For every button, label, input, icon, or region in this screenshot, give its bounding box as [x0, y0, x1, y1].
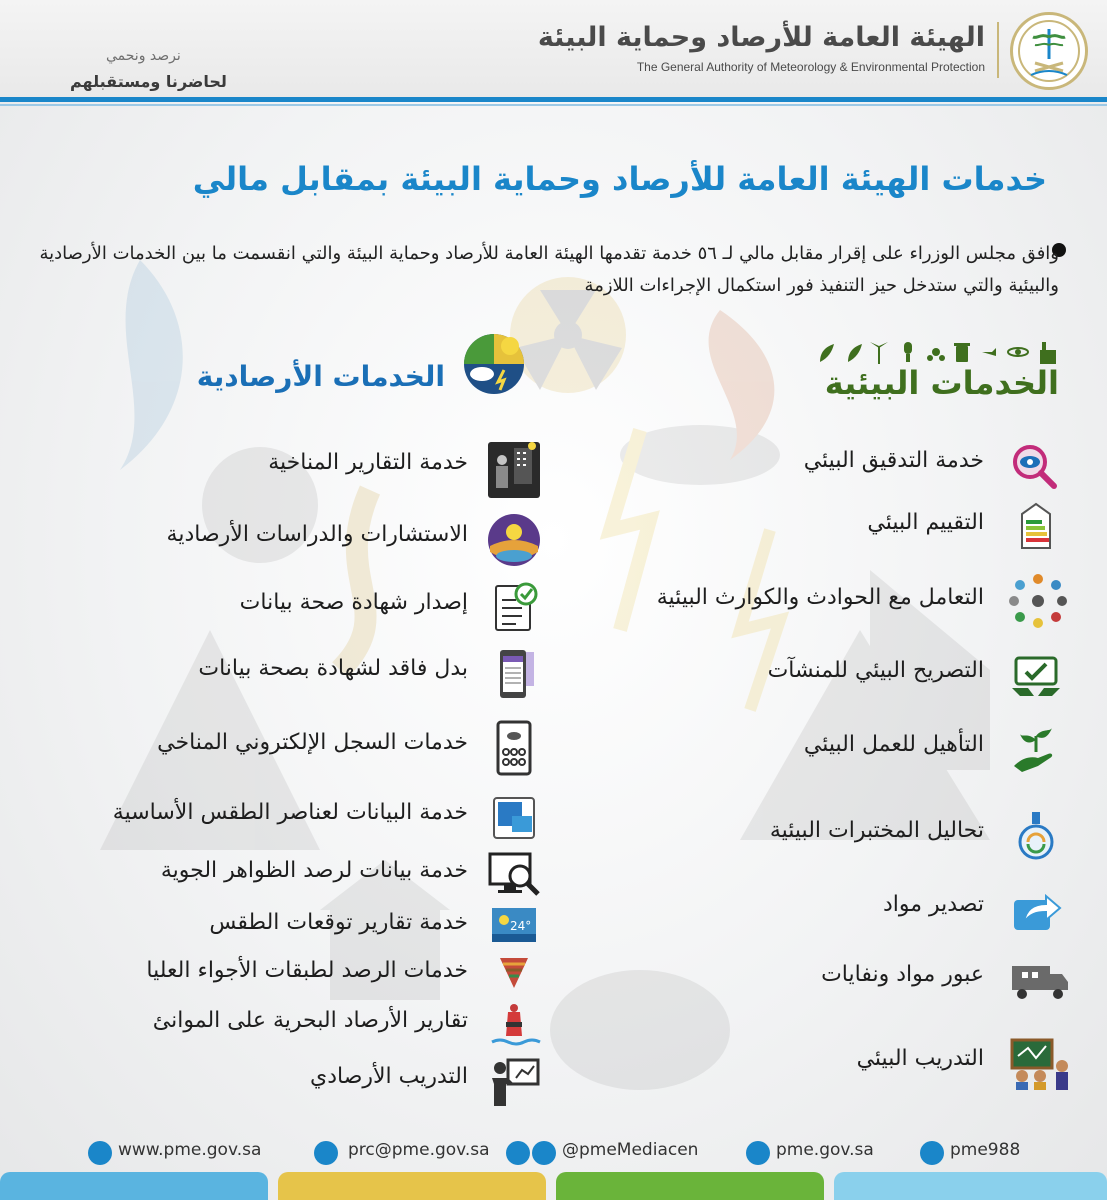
list-item — [590, 500, 1060, 552]
authority-logo — [1010, 12, 1088, 90]
globe-icon — [88, 1141, 112, 1165]
strip-grass — [556, 1172, 824, 1200]
list-item — [20, 948, 550, 1000]
item-label: خدمة بيانات لرصد الظواهر الجوية — [160, 858, 468, 883]
atmosphere-layers-icon — [486, 948, 542, 1004]
item-label: خدمات الرصد لطبقات الأجواء العليا — [146, 958, 468, 983]
buoy-icon — [486, 998, 542, 1054]
slogan-line1: نرصد ونحمي — [106, 48, 181, 64]
list-item — [20, 720, 550, 772]
item-label: بدل فاقد لشهادة بصحة بيانات — [198, 656, 468, 681]
strip-sand — [278, 1172, 546, 1200]
email-icon — [314, 1141, 338, 1165]
item-label: التعامل مع الحوادث والكوارث البيئية — [656, 585, 984, 610]
item-label: إصدار شهادة صحة بيانات — [239, 590, 468, 615]
phone-doc-icon — [486, 646, 542, 702]
environment-icons-row — [812, 338, 1062, 366]
footer-decorative-strip — [0, 1172, 1107, 1200]
training-board-icon — [1008, 1036, 1074, 1092]
svg-text:24°: 24° — [510, 919, 532, 933]
list-item — [20, 512, 550, 564]
truck-icon — [1008, 952, 1072, 1008]
item-label: خدمة البيانات لعناصر الطقس الأساسية — [112, 800, 468, 825]
list-item — [20, 1054, 550, 1106]
list-item — [20, 848, 550, 900]
intro-paragraph: وافق مجلس الوزراء على إقرار مقابل مالي لـ ٥٦ خدمة تقدمها الهيئة العامة للأرصاد وحماية البيئة والتي انقسمت ما بين الخدمات الأرصادية والبيئية والتي ستدخل حيز التنفيذ فور استكمال الإجراءات اللازمة — [39, 243, 1059, 296]
weather-globe-icon — [458, 328, 530, 400]
page-title: خدمات الهيئة العامة للأرصاد وحماية البيئة بمقابل مالي — [192, 160, 1047, 198]
item-label: التقييم البيئي — [867, 510, 984, 535]
email-link[interactable]: prc@pme.gov.sa — [348, 1140, 490, 1160]
social-handle[interactable]: @pmeMediacen — [562, 1140, 699, 1160]
lab-flask-icon — [1008, 808, 1064, 864]
sky-globe-icon — [486, 512, 542, 568]
item-label: التصريح البيئي للمنشآت — [767, 658, 984, 683]
item-label: الاستشارات والدراسات الأرصادية — [166, 522, 468, 547]
list-item — [590, 882, 1060, 934]
item-label: تقارير الأرصاد البحرية على الموانئ — [152, 1008, 468, 1033]
environmental-services-heading: الخدمات البيئية — [824, 364, 1059, 402]
list-item — [590, 648, 1060, 700]
list-item — [590, 722, 1060, 774]
website-link[interactable]: www.pme.gov.sa — [118, 1140, 262, 1160]
item-label: تحاليل المختبرات البيئية — [769, 818, 984, 843]
list-item — [590, 952, 1060, 1004]
logo-divider — [997, 22, 999, 78]
permit-icon — [1008, 648, 1064, 704]
twitter-icon — [532, 1141, 556, 1165]
list-item — [590, 1036, 1060, 1088]
data-folder-icon — [486, 790, 542, 846]
strip-water — [0, 1172, 268, 1200]
magnifier-eye-icon — [1008, 438, 1064, 494]
list-item — [20, 440, 550, 492]
list-item — [590, 575, 1060, 627]
tablet-weather-icon — [486, 720, 542, 776]
list-item — [20, 646, 550, 698]
monitor-search-icon — [486, 848, 542, 904]
item-label: عبور مواد ونفايات — [821, 962, 984, 987]
footer-contacts — [0, 1136, 1107, 1172]
instagram-icon — [506, 1141, 530, 1165]
plant-hand-icon — [1008, 722, 1064, 778]
facebook-link[interactable]: pme.gov.sa — [776, 1140, 874, 1160]
item-label: خدمة التقارير المناخية — [268, 450, 468, 475]
header-divider-thin — [0, 104, 1107, 106]
trainer-icon — [486, 1054, 542, 1110]
export-icon — [1008, 882, 1064, 938]
list-item — [590, 808, 1060, 860]
list-item — [590, 438, 1060, 490]
list-item — [20, 790, 550, 842]
header-divider — [0, 97, 1107, 102]
snapchat-icon — [920, 1141, 944, 1165]
list-item — [20, 580, 550, 632]
item-label: التدريب البيئي — [856, 1046, 984, 1071]
item-label: التدريب الأرصادي — [309, 1064, 468, 1089]
presenter-icon — [486, 440, 542, 500]
strip-sky — [834, 1172, 1107, 1200]
authority-name-english: The General Authority of Meteorology & Environmental Protection — [636, 60, 985, 74]
item-label: التأهيل للعمل البيئي — [803, 732, 984, 757]
disasters-icon — [1008, 571, 1068, 631]
item-label: خدمات السجل الإلكتروني المناخي — [157, 730, 468, 755]
slogan-line2: لحاضرنا ومستقبلهم — [70, 72, 227, 91]
snapchat-handle[interactable]: pme988 — [950, 1140, 1021, 1160]
list-item — [20, 998, 550, 1050]
energy-rating-icon — [1008, 500, 1064, 556]
list-item — [20, 900, 550, 952]
facebook-icon — [746, 1141, 770, 1165]
item-label: خدمة تقارير توقعات الطقس — [209, 910, 468, 935]
certificate-check-icon — [486, 580, 542, 636]
meteorological-services-heading: الخدمات الأرصادية — [196, 360, 445, 393]
item-label: خدمة التدقيق البيئي — [803, 448, 984, 473]
authority-name-arabic: الهيئة العامة للأرصاد وحماية البيئة — [537, 22, 985, 53]
item-label: تصدير مواد — [882, 892, 984, 917]
